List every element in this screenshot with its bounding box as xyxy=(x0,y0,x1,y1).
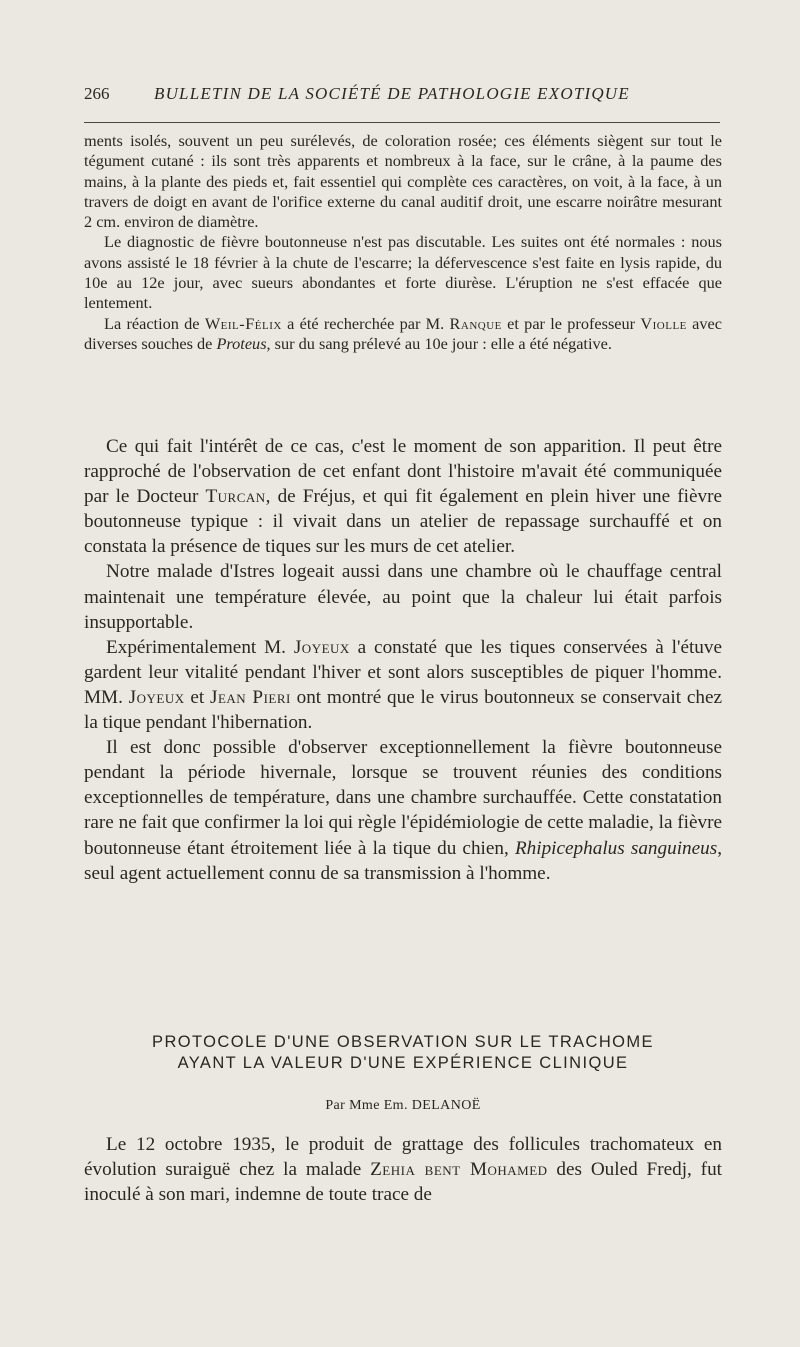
case-report-continuation xyxy=(84,131,722,354)
paragraph: Ce qui fait l'intérêt de ce cas, c'est le moment de son apparition. Il peut être rapproché de l'observation de cet enfant dont l'histoire m'avait été communiquée par le Docteur Turcan, de Fréjus, et qui fit également en plein hiver une fièvre boutonneuse typique : il vivait dans un atelier de repassage surchauffé et on constata la présence de tiques sur les murs de cet atelier. xyxy=(84,436,722,558)
author-name: Joyeux xyxy=(293,636,350,658)
paragraph: Le 12 octobre 1935, le produit de grattage des follicules trachomateux en évolution suraiguë chez la malade Zehia bent Mohamed des Ouled Fredj, fut inoculé à son mari, indemne de toute trace de xyxy=(84,1134,722,1206)
article-body xyxy=(84,1132,722,1207)
page-header xyxy=(84,84,724,110)
article-author: Par Mme Em. DELANOË xyxy=(325,1098,481,1113)
author-name: Violle xyxy=(640,313,687,333)
author-name: Turcan xyxy=(205,486,266,508)
author-name: Jean Pieri xyxy=(210,686,291,708)
article-title xyxy=(84,1032,722,1074)
paragraph: Expérimentalement M. Joyeux a constaté que les tiques conservées à l'étuve gardent leur vitalité pendant l'hiver et sont alors susceptibles de piquer l'homme. MM. Joyeux et Jean Pieri ont montré que le virus boutonneux se conservait chez la tique pendant l'hibernation. xyxy=(84,636,722,734)
species-name: Proteus xyxy=(216,333,267,353)
page-number: 266 xyxy=(84,84,110,103)
patient-name: Zehia bent Mohamed xyxy=(370,1159,548,1181)
header-rule xyxy=(84,122,720,123)
discussion xyxy=(84,434,722,886)
title-line: PROTOCOLE D'UNE OBSERVATION SUR LE TRACHOME xyxy=(152,1033,654,1051)
author-name: Ranque xyxy=(449,313,502,333)
paragraph: Notre malade d'Istres logeait aussi dans une chambre où le chauffage central maintenait une température élevée, au point que la chaleur lui était parfois insupportable. xyxy=(84,561,722,633)
paragraph: La réaction de Weil-Félix a été recherchée par M. Ranque et par le professeur Violle avec diverses souches de Proteus, sur du sang prélevé au 10e jour : elle a été négative. xyxy=(84,313,723,353)
paragraph: ments isolés, souvent un peu surélevés, de coloration rosée; ces éléments siègent sur tout le tégument cutané : ils sont très apparents et nombreux à la face, sur le crâne, à la paume des mains, à la plante des pieds et, fait essentiel qui complète ces caractères, on voit, à la face, à un travers de doigt en avant de l'orifice externe du canal auditif droit, une escarre noirâtre mesurant 2 cm. environ de diamètre. xyxy=(84,131,722,232)
title-line: AYANT LA VALEUR D'UNE EXPÉRIENCE CLINIQUE xyxy=(177,1054,629,1072)
paragraph: Il est donc possible d'observer exceptionnellement la fièvre boutonneuse pendant la période hivernale, lorsque se trouvent réunies des conditions exceptionnelles de température, dans une chambre surchauffée. Cette constatation rare ne fait que confirmer la loi qui règle l'épidémiologie de cette maladie, la fièvre boutonneuse étant étroitement liée à la tique du chien, Rhipicephalus sanguineus, seul agent actuellement connu de sa transmission à l'homme. xyxy=(84,737,723,884)
running-head: BULLETIN DE LA SOCIÉTÉ DE PATHOLOGIE EXOTIQUE xyxy=(154,84,630,103)
author-name: Weil-Félix xyxy=(204,313,282,333)
author-name: Joyeux xyxy=(128,686,185,708)
species-name: Rhipicephalus sanguineus xyxy=(514,837,718,859)
paragraph: Le diagnostic de fièvre boutonneuse n'est pas discutable. Les suites ont été normales : nous avons assisté le 18 février à la chute de l'escarre; la défervescence s'est faite en lysis rapide, du 10e au 12e jour, avec sueurs abondantes et forte diurèse. L'éruption ne s'est effacée que lentement. xyxy=(84,232,722,313)
